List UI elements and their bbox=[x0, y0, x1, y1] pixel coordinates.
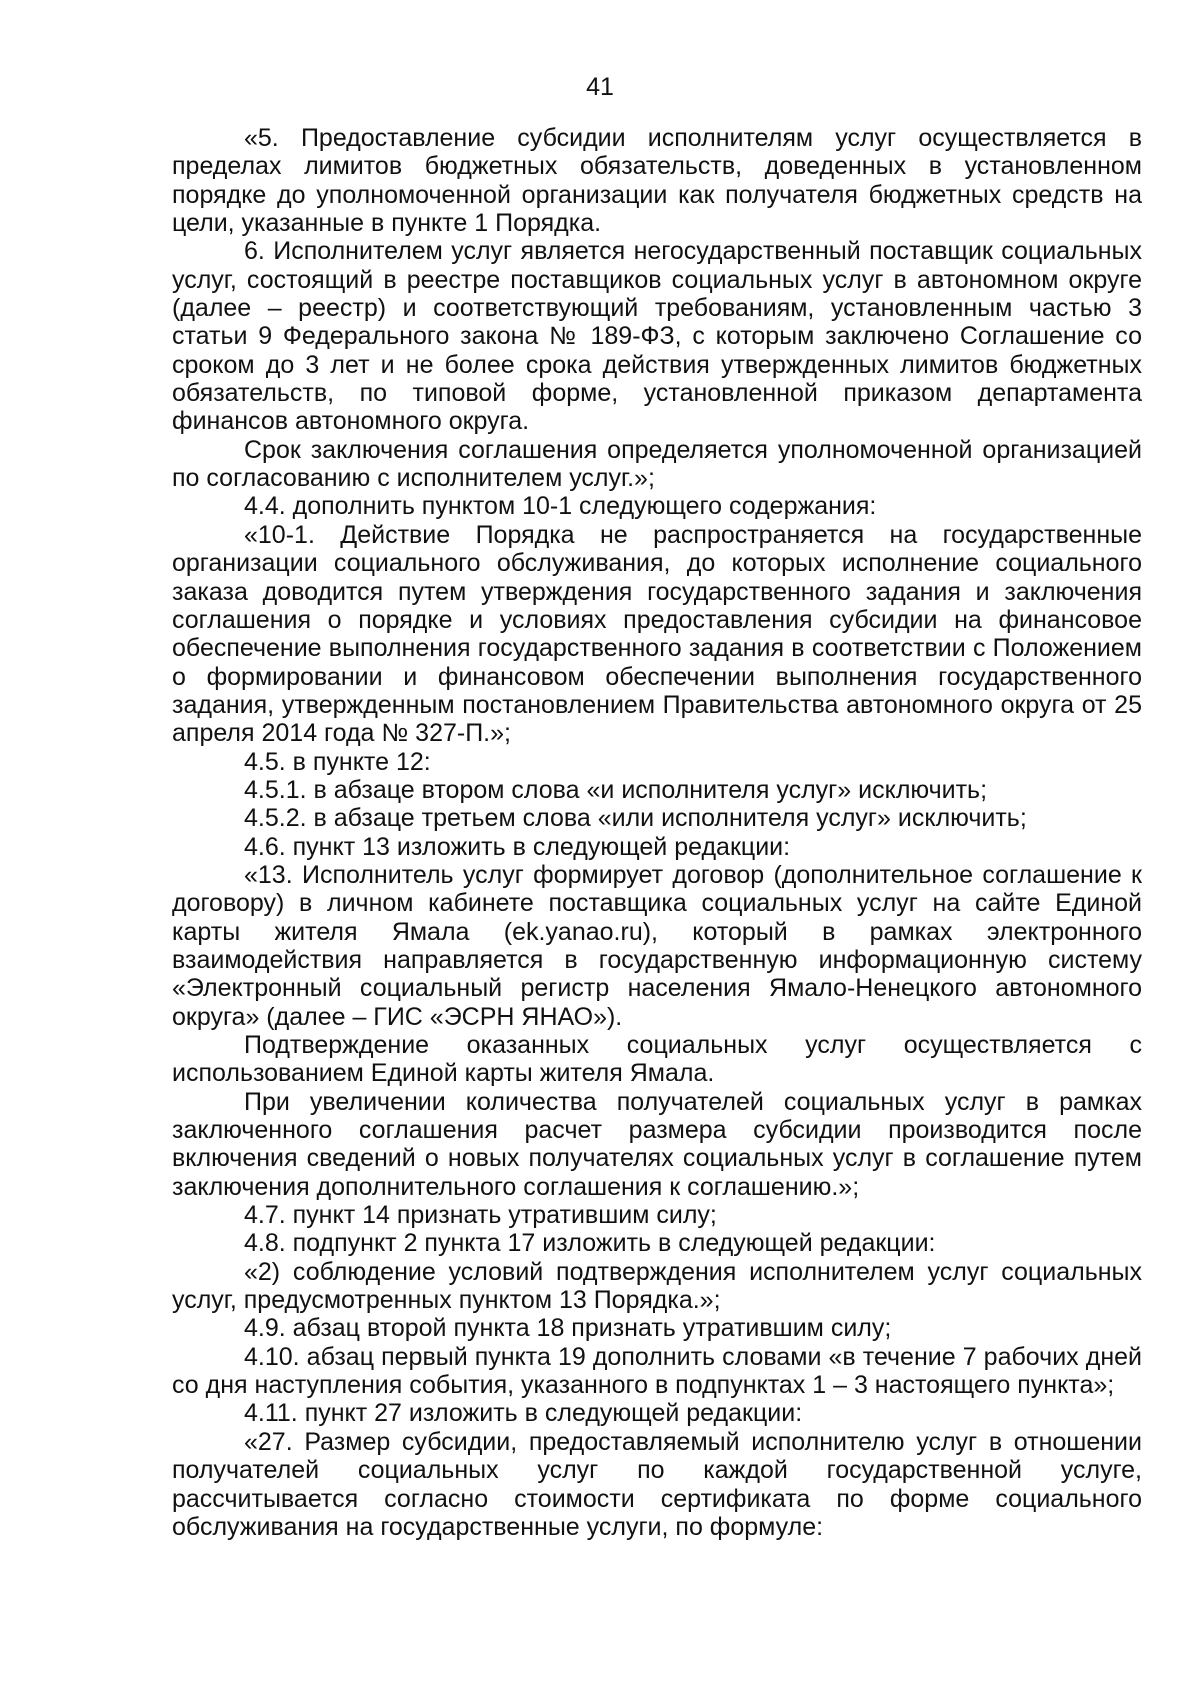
paragraph-item-27: «27. Размер субсидии, предоставляемый исполнителю услуг в отношении получателей социальных услуг по каждой государственной услуге, рассчитывается согласно стоимости сертификата по форме социального обслуживания на государственные услуги, по формуле: bbox=[172, 1427, 1142, 1541]
paragraph-item-13: «13. Исполнитель услуг формирует договор (дополнительное соглашение к договору) в личном кабинете поставщика социальных услуг на сайте Единой карты жителя Ямала (ek.yanao.ru), который в рамках электронного взаимодействия направляется в государственную информационную систему «Электронный социальный регистр населения Ямало-Ненецкого автономного округа» (далее – ГИС «ЭСРН ЯНАО»). bbox=[172, 860, 1142, 1031]
paragraph-amendment-4-7: 4.7. пункт 14 признать утратившим силу; bbox=[244, 1201, 717, 1230]
paragraph-agreement-term: Срок заключения соглашения определяется уполномоченной организацией по согласованию с исполнителем услуг.»; bbox=[172, 435, 1142, 493]
paragraph-amendment-4-9: 4.9. абзац второй пункта 18 признать утратившим силу; bbox=[244, 1314, 892, 1343]
paragraph-subsidy-recalculation: При увеличении количества получателей социальных услуг в рамках заключенного соглашения расчет размера субсидии производится после включения сведений о новых получателях социальных услуг в соглашение путем заключения дополнительного соглашения к соглашению.»; bbox=[172, 1087, 1142, 1201]
paragraph-amendment-4-11: 4.11. пункт 27 изложить в следующей редакции: bbox=[244, 1399, 803, 1428]
paragraph-service-confirmation: Подтверждение оказанных социальных услуг осуществляется с использованием Единой карты жителя Ямала. bbox=[172, 1031, 1142, 1088]
document-body bbox=[172, 124, 1142, 1541]
paragraph-amendment-4-6: 4.6. пункт 13 изложить в следующей редакции: bbox=[244, 832, 791, 861]
paragraph-amendment-4-8: 4.8. подпункт 2 пункта 17 изложить в следующей редакции: bbox=[244, 1229, 936, 1258]
paragraph-amendment-4-5: 4.5. в пункте 12: bbox=[244, 747, 431, 776]
paragraph-amendment-4-5-1: 4.5.1. в абзаце втором слова «и исполнителя услуг» исключить; bbox=[244, 775, 988, 804]
paragraph-amendment-4-10: 4.10. абзац первый пункта 19 дополнить словами «в течение 7 рабочих дней со дня наступления события, указанного в подпунктах 1 – 3 настоящего пункта»; bbox=[172, 1342, 1142, 1400]
paragraph-item-10-1: «10-1. Действие Порядка не распространяется на государственные организации социального обслуживания, до которых исполнение социального заказа доводится путем утверждения государственного задания и заключения соглашения о порядке и условиях предоставления субсидии на финансовое обеспечение выполнения государственного задания в соответствии с Положением о формировании и финансовом обеспечении выполнения государственного задания, утвержденным постановлением Правительства автономного округа от 25 апреля 2014 года № 327-П.»; bbox=[172, 520, 1142, 748]
page-number: 41 bbox=[586, 73, 614, 101]
paragraph-item-5: «5. Предоставление субсидии исполнителям услуг осуществляется в пределах лимитов бюджетных обязательств, доведенных в установленном порядке до уполномоченной организации как получателя бюджетных средств на цели, указанные в пункте 1 Порядка. bbox=[172, 124, 1142, 238]
paragraph-amendment-4-4: 4.4. дополнить пунктом 10-1 следующего содержания: bbox=[244, 492, 877, 521]
paragraph-item-6: 6. Исполнителем услуг является негосударственный поставщик социальных услуг, состоящий в реестре поставщиков социальных услуг в автономном округе (далее – реестр) и соответствующий требованиям, установленным частью 3 статьи 9 Федерального закона № 189-ФЗ, с которым заключено Соглашение со сроком до 3 лет и не более срока действия утвержденных лимитов бюджетных обязательств, по типовой форме, установленной приказом департамента финансов автономного округа. bbox=[172, 237, 1142, 436]
paragraph-amendment-4-5-2: 4.5.2. в абзаце третьем слова «или исполнителя услуг» исключить; bbox=[244, 804, 1027, 833]
paragraph-subitem-2: «2) соблюдение условий подтверждения исполнителем услуг социальных услуг, предусмотренных пунктом 13 Порядка.»; bbox=[172, 1257, 1142, 1315]
